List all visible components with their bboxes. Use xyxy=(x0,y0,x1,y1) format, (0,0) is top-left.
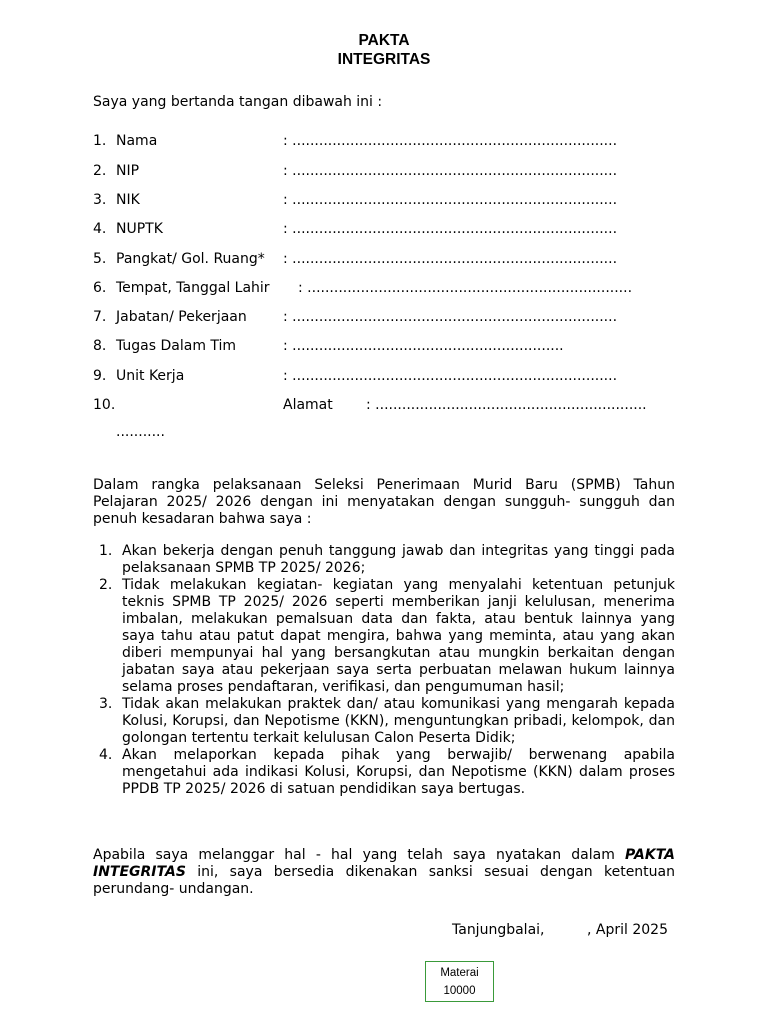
field-label: Tugas Dalam Tim xyxy=(116,338,237,354)
field-label: Unit Kerja xyxy=(116,368,185,384)
list-number: 4. xyxy=(99,747,113,763)
field-number: 6. xyxy=(93,280,107,296)
declaration-paragraph: Dalam rangka pelaksanaan Seleksi Penerimaan Murid Baru (SPMB) Tahun Pelajaran 2025/ 2026 dengan ini menyatakan dengan sungguh- sungguh dan penuh kesadaran bahwa saya : xyxy=(93,477,675,527)
field-label: Pangkat/ Gol. Ruang* xyxy=(116,251,265,267)
field-number: 3. xyxy=(93,192,107,208)
list-item xyxy=(93,543,675,577)
list-text: Akan melaporkan kepada pihak yang berwajib/ berwenang apabila mengetahui ada indikasi Kolusi, Korupsi, dan Nepotisme (KKN) dalam proses PPDB TP 2025/ 2026 di satuan pendidikan saya bertugas. xyxy=(122,747,675,797)
list-item xyxy=(93,747,675,798)
list-text: Akan bekerja dengan penuh tanggung jawab dan integritas yang tinggi pada pelaksanaan SPMB TP 2025/ 2026; xyxy=(122,543,675,576)
field-blank: : ............................................................. xyxy=(366,397,647,413)
closing-text: Apabila saya melanggar hal - hal yang telah saya nyatakan dalam xyxy=(93,847,626,863)
field-number: 5. xyxy=(93,251,107,267)
field-blank: : ......................................................................... xyxy=(283,133,618,149)
signature-place: Tanjungbalai, xyxy=(452,922,545,938)
list-item xyxy=(93,577,675,696)
field-label: Tempat, Tanggal Lahir xyxy=(116,280,270,296)
statement-list xyxy=(93,543,675,798)
field-blank: : ......................................................................... xyxy=(283,368,618,384)
field-number: 9. xyxy=(93,368,107,384)
list-number: 2. xyxy=(99,577,113,593)
document-title-line1: PAKTA xyxy=(358,32,410,49)
intro-text: Saya yang bertanda tangan dibawah ini : xyxy=(93,94,383,110)
closing-text-end: ini, saya bersedia dikenakan sanksi sesuai dengan ketentuan perundang- undangan. xyxy=(93,864,675,897)
closing-emphasis: PAKTA INTEGRITAS xyxy=(93,847,675,880)
materai-stamp-box xyxy=(425,961,494,1002)
field-number: 10. xyxy=(93,397,116,413)
signature-date: , April 2025 xyxy=(587,922,668,938)
field-number: 1. xyxy=(93,133,107,149)
field-blank: : ......................................................................... xyxy=(298,280,633,296)
place-date xyxy=(452,922,668,938)
field-blank: : ......................................................................... xyxy=(283,192,618,208)
field-number: 7. xyxy=(93,309,107,325)
field-number: 2. xyxy=(93,163,107,179)
document-title-line2: INTEGRITAS xyxy=(337,51,431,68)
field-alamat-continuation: ........... xyxy=(116,424,165,440)
stamp-label: Materai xyxy=(440,967,479,979)
closing-paragraph xyxy=(93,847,675,898)
field-blank: : ......................................................................... xyxy=(283,221,618,237)
list-number: 3. xyxy=(99,696,113,712)
field-label: NIP xyxy=(116,163,140,179)
list-number: 1. xyxy=(99,543,113,559)
field-blank: : ............................................................. xyxy=(283,338,564,354)
list-item xyxy=(93,696,675,747)
field-blank: : ......................................................................... xyxy=(283,251,618,267)
field-number: 8. xyxy=(93,338,107,354)
field-label: NUPTK xyxy=(116,221,163,237)
list-text: Tidak akan melakukan praktek dan/ atau komunikasi yang mengarah kepada Kolusi, Korupsi, dan Nepotisme (KKN), menguntungkan pribadi, kelompok, dan golongan tertentu terkait kelulusan Calon Peserta Didik; xyxy=(122,696,675,746)
field-label: Nama xyxy=(116,133,158,149)
list-text: Tidak melakukan kegiatan- kegiatan yang menyalahi ketentuan petunjuk teknis SPMB TP 2025/ 2026 seperti memberikan janji kelulusan, menerima imbalan, melakukan pemalsuan data dan fakta, atau bentuk lainnya yang saya tahu atau patut dapat mengira, bahwa yang meminta, atau yang akan diberi mempunyai hal yang bersangkutan atau mungkin berkaitan dengan jabatan saya atau pekerjaan saya serta perbuatan melawan hukum lainnya selama proses pendaftaran, verifikasi, dan pengumuman hasil; xyxy=(122,577,675,695)
field-blank: : ......................................................................... xyxy=(283,309,618,325)
field-blank: : ......................................................................... xyxy=(283,163,618,179)
field-label: Jabatan/ Pekerjaan xyxy=(116,309,247,325)
field-number: 4. xyxy=(93,221,107,237)
stamp-value: 10000 xyxy=(443,985,476,997)
field-label: NIK xyxy=(116,192,140,208)
field-label: Alamat xyxy=(283,397,333,413)
